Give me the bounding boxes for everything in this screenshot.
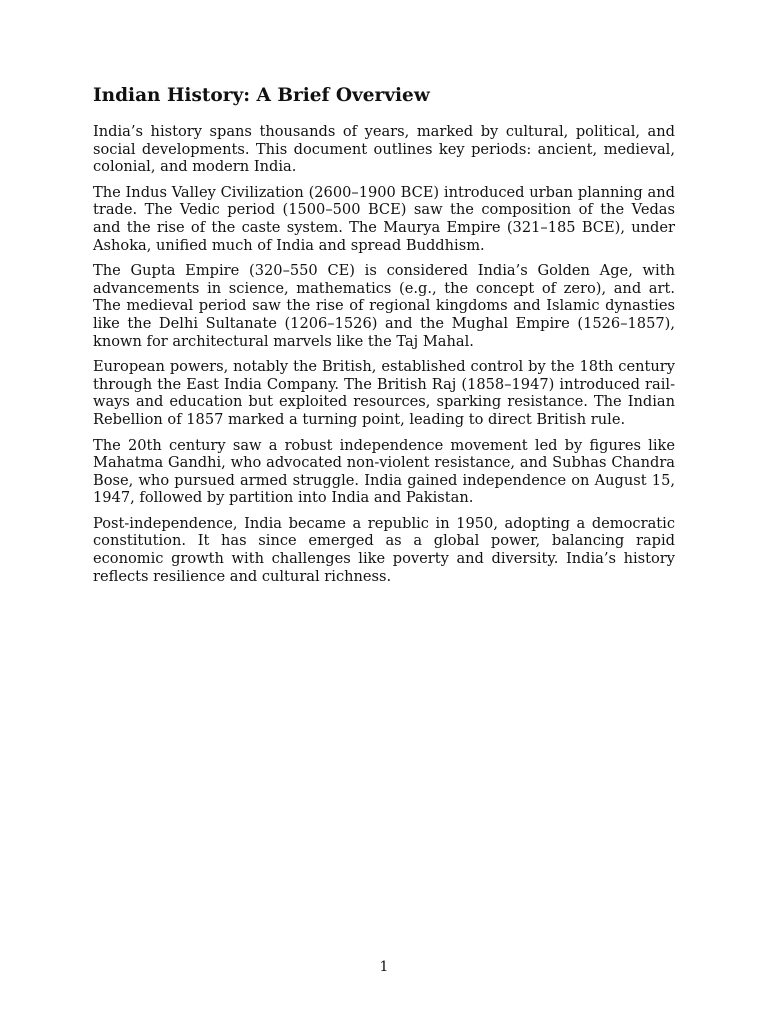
document-title: Indian History: A Brief Overview bbox=[93, 85, 430, 106]
paragraph-post-independence: Post-independence, India became a republic in 1950, adopting a democratic constitution. It has since emerged as a global power, balancing rapid economic growth with challenges like poverty and diversity. India’s history reflects resilience and cultural richness. bbox=[93, 514, 675, 585]
paragraph-colonial-era: European powers, notably the British, established control by the 18th century through the East India Company. The British Raj (1858–1947) introduced railways and education but exploited resources, sparking resistance. The Indian Rebellion of 1857 marked a turning point, leading to direct British rule. bbox=[93, 358, 675, 428]
paragraph-introduction: India’s history spans thousands of years, marked by cultural, political, and social developments. This document outlines key periods: ancient, medieval, colonial, and modern India. bbox=[93, 123, 675, 176]
paragraph-ancient-india: The Indus Valley Civilization (2600–1900 BCE) introduced urban planning and trade. The Vedic period (1500–500 BCE) saw the composition of the Vedas and the rise of the caste system. The Maurya Empire (321–185 BCE), under Ashoka, unified much of India and spread Buddhism. bbox=[93, 183, 675, 254]
paragraph-gupta-medieval: The Gupta Empire (320–550 CE) is considered India’s Golden Age, with advancements in science, mathematics (e.g., the concept of zero), and art. The medieval period saw the rise of regional kingdoms and Islamic dynasties like the Delhi Sultanate (1206–1526) and the Mughal Empire (1526–1857), known for architectural marvels like the Taj Mahal. bbox=[93, 262, 675, 350]
document-body bbox=[93, 123, 675, 593]
page-number: 1 bbox=[379, 959, 389, 975]
paragraph-independence-movement: The 20th century saw a robust independence movement led by figures like Mahatma Gandhi, who advocated non-violent resistance, and Subhas Chandra Bose, who pursued armed struggle. India gained independence on August 15, 1947, followed by partition into India and Pakistan. bbox=[93, 436, 675, 507]
